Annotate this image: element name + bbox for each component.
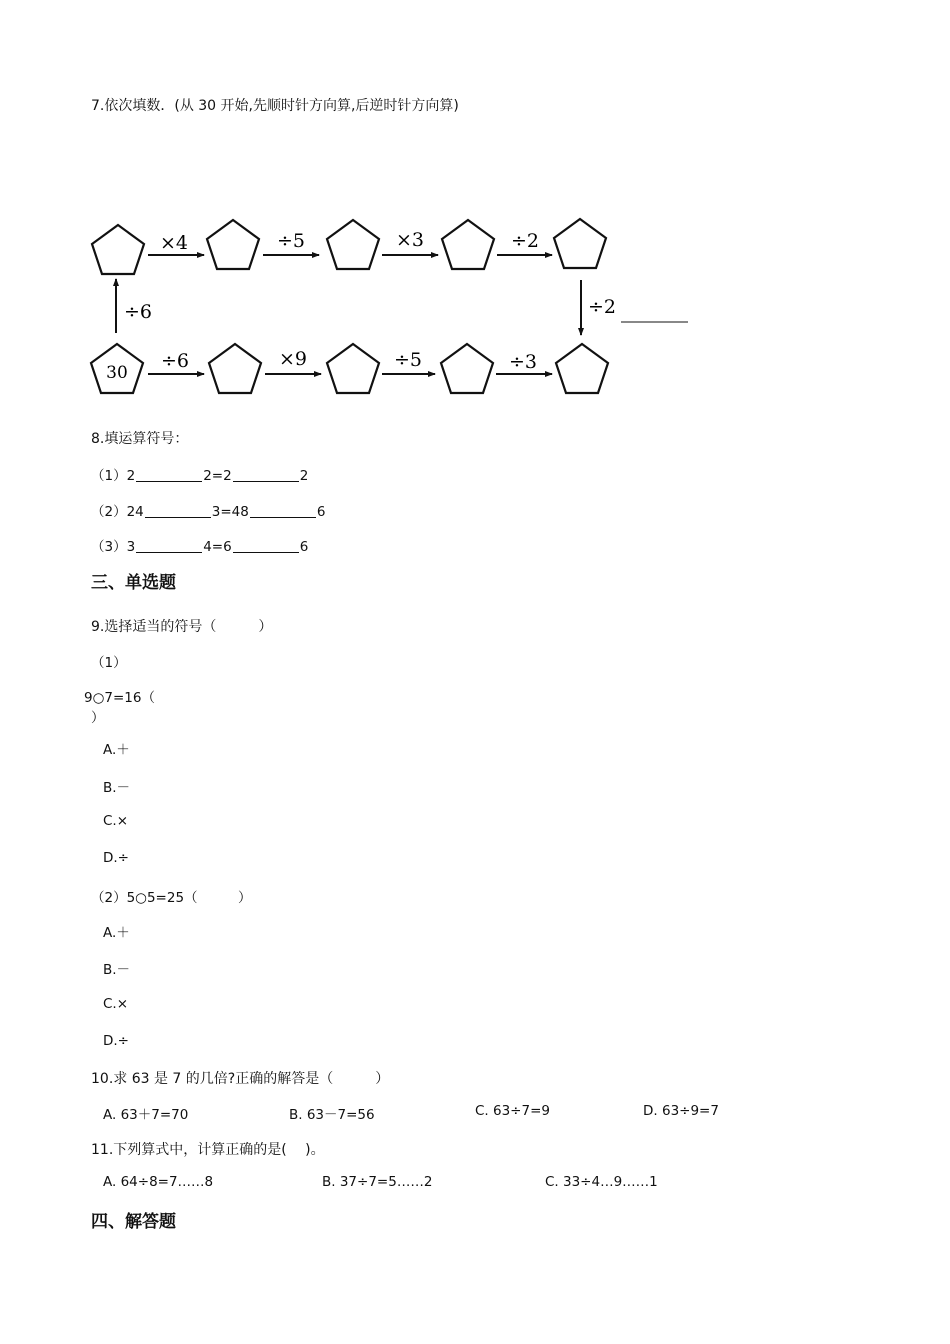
q9-title: 9.选择适当的符号（ ） bbox=[91, 619, 273, 635]
q10-option-b[interactable]: B. 63－7=56 bbox=[289, 1107, 375, 1123]
q9-sub1-equation: 9○7=16（ bbox=[84, 690, 155, 706]
right-op: ÷2 bbox=[587, 296, 617, 318]
q11-option-c[interactable]: C. 33÷4…9……1 bbox=[545, 1174, 658, 1190]
pentagon-bottom-2 bbox=[209, 344, 261, 393]
q9-sub1-option-a[interactable]: A.＋ bbox=[103, 742, 130, 758]
section-heading-3: 三、单选题 bbox=[91, 573, 176, 593]
q9-sub1-option-d[interactable]: D.÷ bbox=[103, 850, 129, 866]
q9-sub1-equation-close: ） bbox=[91, 710, 105, 726]
operator-blank[interactable] bbox=[233, 480, 299, 482]
q8-item-3: （3）3 4=6 6 bbox=[91, 539, 309, 555]
q10-option-c[interactable]: C. 63÷7=9 bbox=[475, 1103, 550, 1119]
bottom-op-4: ÷3 bbox=[508, 351, 538, 373]
operator-blank[interactable] bbox=[136, 551, 202, 553]
pentagon-top-5 bbox=[554, 219, 606, 268]
pentagon-bottom-3 bbox=[327, 344, 379, 393]
q9-sub2-option-a[interactable]: A.＋ bbox=[103, 925, 130, 941]
q8-item-1: （1）2 2=2 2 bbox=[91, 468, 309, 484]
pentagon-top-2 bbox=[207, 220, 259, 269]
q9-sub2-text: （2）5○5=25（ ） bbox=[91, 890, 252, 906]
q10-title: 10.求 63 是 7 的几倍?正确的解答是（ ） bbox=[91, 1071, 390, 1087]
operator-blank[interactable] bbox=[233, 551, 299, 553]
q7-title: 7.依次填数．(从 30 开始,先顺时针方向算,后逆时针方向算) bbox=[91, 98, 459, 114]
pentagon-top-4 bbox=[442, 220, 494, 269]
operator-blank[interactable] bbox=[250, 516, 316, 518]
q8-title: 8.填运算符号： bbox=[91, 431, 189, 447]
q10-option-a[interactable]: A. 63＋7=70 bbox=[103, 1107, 189, 1123]
bottom-op-3: ÷5 bbox=[393, 349, 423, 371]
q7-diagram bbox=[80, 205, 700, 405]
q8-item-2: （2）24 3=48 6 bbox=[91, 504, 326, 520]
q10-option-d[interactable]: D. 63÷9=7 bbox=[643, 1103, 719, 1119]
pentagon-bottom-5 bbox=[556, 344, 608, 393]
left-op: ÷6 bbox=[123, 301, 153, 323]
q8-item-label: （2） bbox=[91, 504, 127, 520]
q9-sub2-option-d[interactable]: D.÷ bbox=[103, 1033, 129, 1049]
q11-option-a[interactable]: A. 64÷8=7……8 bbox=[103, 1174, 214, 1190]
q9-sub1-option-b[interactable]: B.－ bbox=[103, 780, 131, 796]
q11-option-b[interactable]: B. 37÷7=5……2 bbox=[322, 1174, 433, 1190]
pentagon-top-3 bbox=[327, 220, 379, 269]
operator-blank[interactable] bbox=[136, 480, 202, 482]
operator-blank[interactable] bbox=[145, 516, 211, 518]
q9-sub1-option-c[interactable]: C.× bbox=[103, 813, 129, 829]
section-heading-4: 四、解答题 bbox=[91, 1212, 176, 1232]
q9-sub2-option-b[interactable]: B.－ bbox=[103, 962, 131, 978]
q8-item-label: （1） bbox=[91, 468, 127, 484]
pentagon-top-1 bbox=[92, 225, 144, 274]
q9-sub2-option-c[interactable]: C.× bbox=[103, 996, 129, 1012]
q11-title: 11.下列算式中，计算正确的是( )。 bbox=[91, 1142, 325, 1158]
bottom-op-1: ÷6 bbox=[160, 350, 190, 372]
q8-item-label: （3） bbox=[91, 539, 127, 555]
top-op-3: ×3 bbox=[395, 229, 425, 251]
top-op-1: ×4 bbox=[159, 232, 189, 254]
bottom-op-2: ×9 bbox=[278, 348, 308, 370]
top-op-2: ÷5 bbox=[276, 230, 306, 252]
pentagon-bottom-4 bbox=[441, 344, 493, 393]
top-op-4: ÷2 bbox=[510, 230, 540, 252]
start-value: 30 bbox=[106, 363, 128, 383]
q9-sub1-label: （1） bbox=[91, 655, 127, 671]
